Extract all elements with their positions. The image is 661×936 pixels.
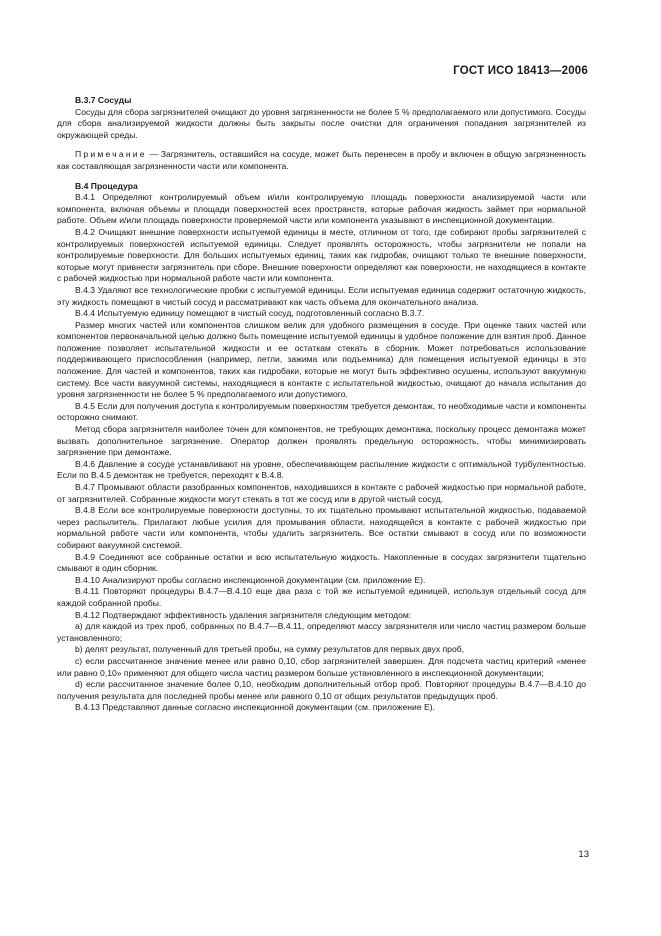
paragraph: Метод сбора загрязнителя наиболее точен для компонентов, не требующих демонтажа, поскольку процесс демонтажа может вызвать дополнительное загрязнение. Оператор должен проявлять предельную осторожность, чтобы минимизировать загрязнение при демонтаже. [57,424,586,458]
paragraph: В.4.5 Если для получения доступа к контролируемым поверхностям требуется демонтаж, то необходимые части и компоненты осторожно снимают. [57,400,586,423]
paragraph: В.4.11 Повторяют процедуры В.4.7—В.4.10 еще два раза с той же испытуемой единицей, используя отдельный сосуд для каждой собранной пробы. [57,586,586,608]
note-label: Примечание [75,149,147,160]
paragraph: Размер многих частей или компонентов слишком велик для удобного размещения в сосуде. При оценке таких частей или компонентов первоначальной целью должно быть помещение испытуемой единицы в удобное положение для взятия проб. Данное положение позволяет испытательной жидкости и ее остаткам стекать в сборник. Может потребоваться использование поддерживающего приспособления (например, петли, зажима или подъемника) для помещения испытуемой единицы в это положение. Для частей и компонентов, таких как гидробаки, которые не могут быть эффективно осушены, используют вакуумную систему. Все части вакуумной системы, находящиеся в контакте с испытательной жидкостью, очищают до начала испытания до уровня загрязненности не более 5 % предполагаемого или допустимого. [57,319,586,400]
standard-header: ГОСТ ИСО 18413—2006 [453,65,588,77]
note-text: — Загрязнитель, оставшийся на сосуде, может быть перенесен в пробу и включен в общую загрязненность как составляющая загрязненности части или компонента. [57,149,586,171]
paragraph: В.4.7 Промывают области разобранных компонентов, находившихся в контакте с рабочей жидкостью при нормальной работе, от загрязнителей. Собранные жидкости могут стекать в тот же сосуд или в другой чистый сосуд. [57,482,586,504]
paragraph: В.4.6 Давление в сосуде устанавливают на уровне, обеспечивающем распыление жидкости с оптимальной турбулентностью. Если по В.4.5 демонтаж не требуется, переходят к В.4.8. [57,458,586,481]
list-item: b) делят результат, полученный для третьей пробы, на сумму результатов для первых двух проб, [75,644,465,655]
paragraph: В.4.13 Представляют данные согласно инспекционной документации (см. приложение Е). [75,702,435,713]
page-number: 13 [578,849,589,860]
paragraph: В.4.3 Удаляют все технологические пробки с испытуемой единицы. Если испытуемая единица содержит остаточную жидкость, эту жидкость помещают в чистый сосуд и рассматривают как часть объема для окончательного анализа. [57,284,586,307]
paragraph: В.4.12 Подтверждают эффективность удаления загрязнителя следующим методом: [75,609,412,620]
paragraph: В.4.2 Очищают внешние поверхности испытуемой единицы в месте, отличном от того, где собирают пробы загрязнителей с контролируемых поверхностей испытуемой единицы. Следует проявлять осторожность, чтобы загрязнители не попали на контролируемые поверхности. Для больших испытуемых единиц, таких как гидробак, очищают только те внешние поверхности, которые могут привнести загрязнитель при сборе. Внешние поверхности определяют как поверхности, не находящиеся в контакте с рабочей жидкостью при нормальной работе части или компонента. [57,226,586,284]
paragraph: В.4.1 Определяют контролируемый объем и/или контролируемую площадь поверхности анализируемой части или компонента, включая объемы и площади поверхностей всех пространств, которые рабочая жидкость займет при нормальной работе. Объем и/или площадь поверхности проверяемой части или компонента указывают в инспекционной документации. [57,192,586,226]
list-item: d) если рассчитанное значение более 0,10, необходим дополнительный отбор проб. Повторяют процедуры В.4.7—В.4.10 до получения результата для последней пробы менее или равного 0,10 от общих результатов предыдущих проб. [57,679,586,701]
paragraph: В.4.4 Испытуемую единицу помещают в чистый сосуд, подготовленный согласно В.3.7. [75,308,425,319]
list-item: a) для каждой из трех проб, собранных по В.4.7—В.4.11, определяют массу загрязнителя или число частиц размером больше установленного; [57,621,586,643]
paragraph: Сосуды для сбора загрязнителей очищают до уровня загрязненности не более 5 % предполагаемого или допустимого. Сосуды для сбора анализируемой жидкости должны быть закрыты после очистки для ограничения попадания загрязнителей из окружающей среды. [57,106,586,140]
paragraph: В.4.8 Если все контролируемые поверхности доступны, то их тщательно промывают испытательной жидкостью, подаваемой через распылитель. Прилагают любые усилия для промывания области, находящейся в контакте с рабочей жидкостью при нормальной работе части или компонента, чтобы удалить загрязнитель. Все остатки смывают в сосуд или по возможности собирают вакуумной системой. [57,505,586,550]
paragraph: В.4.9 Соединяют все собранные остатки и всю испытательную жидкость. Накопленные в сосудах загрязнители тщательно смывают в один сборник. [57,551,586,574]
paragraph: В.4.10 Анализируют пробы согласно инспекционной документации (см. приложение Е). [75,574,426,585]
list-item: c) если рассчитанное значение менее или равно 0,10, сбор загрязнителей завершен. Для подсчета частиц критерий «менее или равно 0,10» применяют для общего числа частиц размером больше установленного в инспекционной документации; [57,655,586,678]
document-body [57,95,586,714]
note-paragraph [57,149,586,172]
section-heading: B.4 Процедура [75,180,138,191]
section-heading: B.3.7 Сосуды [75,95,132,105]
